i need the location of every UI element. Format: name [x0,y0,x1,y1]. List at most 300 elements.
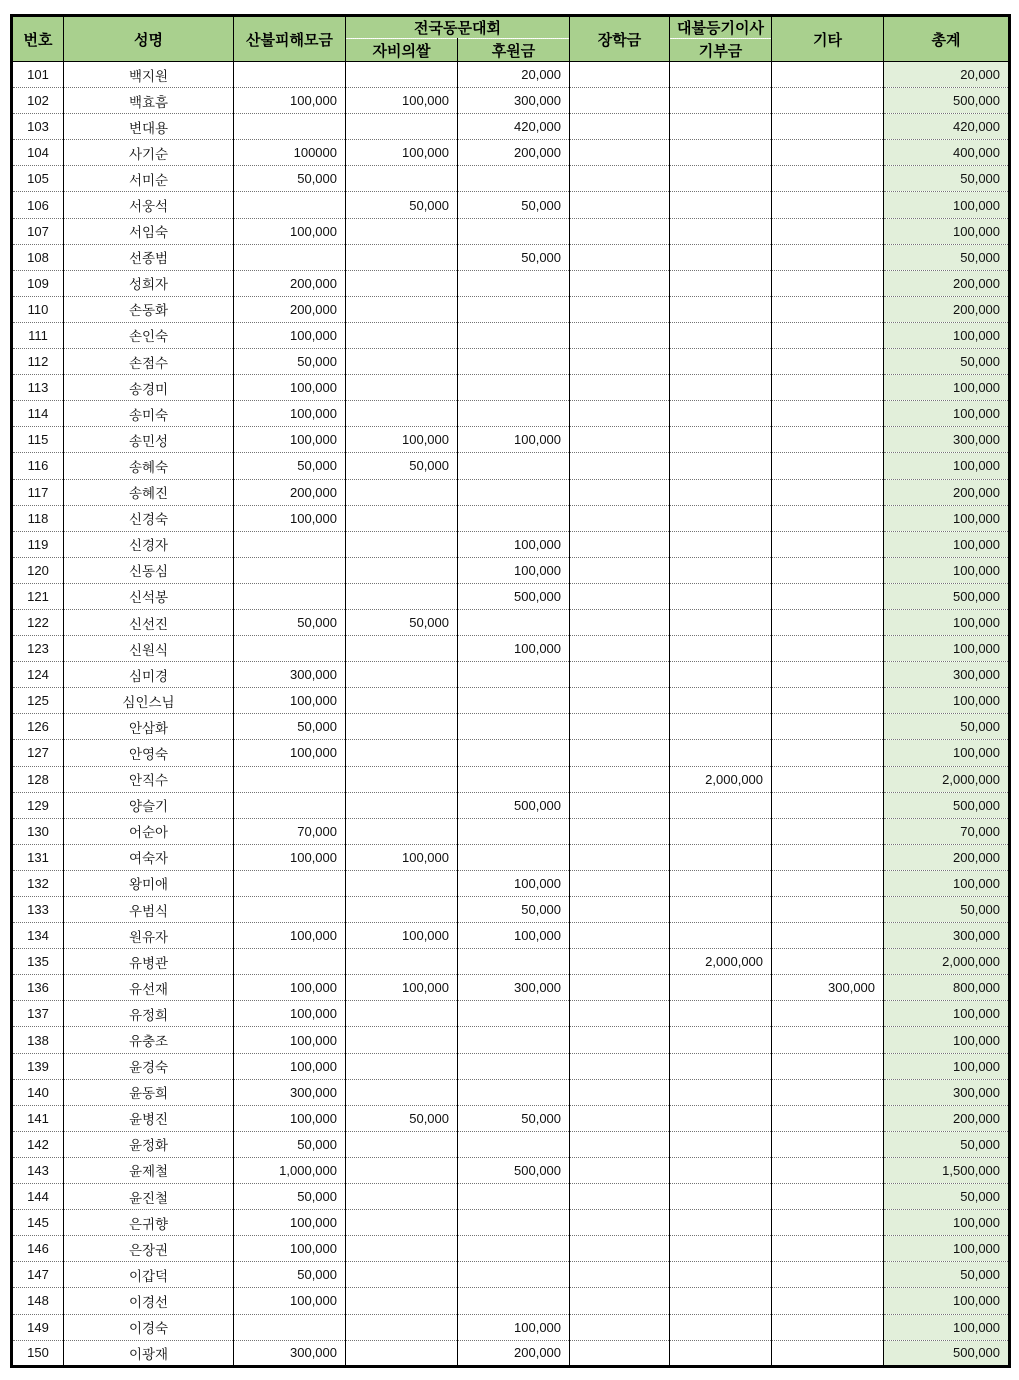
cell-scholarship[interactable] [570,1236,670,1262]
cell-fire-fund[interactable] [234,897,346,923]
cell-scholarship[interactable] [570,949,670,975]
cell-etc[interactable] [772,349,884,375]
cell-fire-fund[interactable] [234,583,346,609]
cell-daebul-donation[interactable] [670,322,772,348]
cell-scholarship[interactable] [570,88,670,114]
cell-total[interactable]: 70,000 [884,818,1010,844]
cell-name[interactable]: 윤정화 [64,1131,234,1157]
cell-total[interactable]: 100,000 [884,322,1010,348]
cell-fire-fund[interactable]: 100,000 [234,427,346,453]
cell-support-fund[interactable] [458,844,570,870]
cell-no[interactable]: 104 [12,140,64,166]
cell-support-fund[interactable]: 50,000 [458,192,570,218]
cell-rice-of-mercy[interactable] [346,375,458,401]
cell-total[interactable]: 800,000 [884,975,1010,1001]
cell-fire-fund[interactable]: 200,000 [234,270,346,296]
cell-no[interactable]: 124 [12,662,64,688]
cell-no[interactable]: 121 [12,583,64,609]
cell-name[interactable]: 성희자 [64,270,234,296]
cell-fire-fund[interactable] [234,557,346,583]
cell-total[interactable]: 500,000 [884,583,1010,609]
cell-rice-of-mercy[interactable] [346,688,458,714]
cell-no[interactable]: 133 [12,897,64,923]
cell-daebul-donation[interactable] [670,1079,772,1105]
cell-daebul-donation[interactable] [670,1210,772,1236]
cell-etc[interactable] [772,583,884,609]
cell-name[interactable]: 송경미 [64,375,234,401]
cell-fire-fund[interactable]: 1,000,000 [234,1157,346,1183]
cell-no[interactable]: 122 [12,609,64,635]
cell-total[interactable]: 50,000 [884,244,1010,270]
cell-support-fund[interactable] [458,1262,570,1288]
cell-fire-fund[interactable]: 200,000 [234,296,346,322]
cell-support-fund[interactable]: 500,000 [458,1157,570,1183]
cell-support-fund[interactable] [458,1079,570,1105]
cell-name[interactable]: 윤제철 [64,1157,234,1183]
header-scholarship[interactable]: 장학금 [570,16,670,62]
cell-name[interactable]: 여숙자 [64,844,234,870]
cell-name[interactable]: 송혜진 [64,479,234,505]
cell-scholarship[interactable] [570,505,670,531]
cell-rice-of-mercy[interactable] [346,1262,458,1288]
cell-scholarship[interactable] [570,688,670,714]
cell-name[interactable]: 백지원 [64,62,234,88]
cell-daebul-donation[interactable]: 2,000,000 [670,766,772,792]
cell-no[interactable]: 112 [12,349,64,375]
cell-etc[interactable] [772,375,884,401]
cell-rice-of-mercy[interactable] [346,636,458,662]
cell-name[interactable]: 윤병진 [64,1105,234,1131]
cell-daebul-donation[interactable] [670,1236,772,1262]
cell-daebul-donation[interactable] [670,818,772,844]
cell-name[interactable]: 송민성 [64,427,234,453]
cell-scholarship[interactable] [570,140,670,166]
cell-etc[interactable] [772,688,884,714]
cell-total[interactable]: 100,000 [884,1236,1010,1262]
cell-fire-fund[interactable]: 100,000 [234,1027,346,1053]
cell-total[interactable]: 50,000 [884,1262,1010,1288]
cell-scholarship[interactable] [570,166,670,192]
cell-etc[interactable] [772,636,884,662]
cell-scholarship[interactable] [570,1340,670,1366]
cell-rice-of-mercy[interactable] [346,1001,458,1027]
header-daebul-group[interactable]: 대불등기이사 [670,16,772,39]
cell-etc[interactable] [772,401,884,427]
cell-etc[interactable] [772,949,884,975]
cell-etc[interactable] [772,609,884,635]
cell-support-fund[interactable]: 500,000 [458,583,570,609]
cell-no[interactable]: 129 [12,792,64,818]
cell-total[interactable]: 100,000 [884,609,1010,635]
cell-no[interactable]: 141 [12,1105,64,1131]
cell-rice-of-mercy[interactable]: 100,000 [346,88,458,114]
cell-support-fund[interactable] [458,1210,570,1236]
cell-no[interactable]: 130 [12,818,64,844]
cell-fire-fund[interactable]: 100,000 [234,375,346,401]
cell-support-fund[interactable] [458,218,570,244]
cell-name[interactable]: 우범식 [64,897,234,923]
cell-scholarship[interactable] [570,1131,670,1157]
cell-daebul-donation[interactable] [670,923,772,949]
cell-daebul-donation[interactable] [670,270,772,296]
cell-fire-fund[interactable]: 50,000 [234,166,346,192]
cell-no[interactable]: 132 [12,870,64,896]
cell-no[interactable]: 111 [12,322,64,348]
header-fire-fund[interactable]: 산불피해모금 [234,16,346,62]
cell-rice-of-mercy[interactable] [346,114,458,140]
cell-daebul-donation[interactable] [670,296,772,322]
cell-rice-of-mercy[interactable] [346,1027,458,1053]
cell-support-fund[interactable] [458,505,570,531]
header-etc[interactable]: 기타 [772,16,884,62]
cell-rice-of-mercy[interactable] [346,583,458,609]
cell-rice-of-mercy[interactable] [346,714,458,740]
cell-scholarship[interactable] [570,349,670,375]
cell-total[interactable]: 100,000 [884,740,1010,766]
cell-total[interactable]: 500,000 [884,1340,1010,1366]
cell-rice-of-mercy[interactable]: 50,000 [346,609,458,635]
cell-support-fund[interactable]: 420,000 [458,114,570,140]
cell-scholarship[interactable] [570,453,670,479]
cell-support-fund[interactable]: 100,000 [458,923,570,949]
cell-etc[interactable] [772,557,884,583]
cell-name[interactable]: 어순아 [64,818,234,844]
cell-total[interactable]: 100,000 [884,505,1010,531]
cell-name[interactable]: 신경자 [64,531,234,557]
header-national-alumni-group[interactable]: 전국동문대회 [346,16,570,39]
cell-etc[interactable] [772,296,884,322]
cell-rice-of-mercy[interactable] [346,62,458,88]
cell-no[interactable]: 123 [12,636,64,662]
cell-no[interactable]: 114 [12,401,64,427]
cell-etc[interactable] [772,114,884,140]
cell-total[interactable]: 100,000 [884,453,1010,479]
cell-etc[interactable] [772,322,884,348]
cell-scholarship[interactable] [570,375,670,401]
cell-scholarship[interactable] [570,479,670,505]
cell-rice-of-mercy[interactable] [346,897,458,923]
cell-etc[interactable] [772,166,884,192]
cell-total[interactable]: 500,000 [884,88,1010,114]
cell-daebul-donation[interactable] [670,792,772,818]
cell-daebul-donation[interactable] [670,531,772,557]
cell-name[interactable]: 서웅석 [64,192,234,218]
cell-no[interactable]: 150 [12,1340,64,1366]
cell-scholarship[interactable] [570,714,670,740]
cell-scholarship[interactable] [570,192,670,218]
cell-daebul-donation[interactable] [670,244,772,270]
cell-scholarship[interactable] [570,1027,670,1053]
cell-rice-of-mercy[interactable] [346,505,458,531]
cell-fire-fund[interactable]: 50,000 [234,349,346,375]
cell-scholarship[interactable] [570,322,670,348]
cell-daebul-donation[interactable] [670,583,772,609]
cell-support-fund[interactable] [458,1001,570,1027]
cell-name[interactable]: 유선재 [64,975,234,1001]
cell-rice-of-mercy[interactable] [346,949,458,975]
cell-total[interactable]: 100,000 [884,192,1010,218]
cell-no[interactable]: 142 [12,1131,64,1157]
cell-no[interactable]: 143 [12,1157,64,1183]
cell-etc[interactable] [772,505,884,531]
cell-total[interactable]: 300,000 [884,662,1010,688]
cell-name[interactable]: 신선진 [64,609,234,635]
cell-support-fund[interactable]: 500,000 [458,792,570,818]
cell-rice-of-mercy[interactable] [346,1236,458,1262]
cell-no[interactable]: 113 [12,375,64,401]
cell-total[interactable]: 300,000 [884,923,1010,949]
cell-no[interactable]: 140 [12,1079,64,1105]
cell-name[interactable]: 안직수 [64,766,234,792]
cell-name[interactable]: 양슬기 [64,792,234,818]
cell-total[interactable]: 1,500,000 [884,1157,1010,1183]
cell-daebul-donation[interactable] [670,1340,772,1366]
cell-total[interactable]: 50,000 [884,1131,1010,1157]
cell-etc[interactable] [772,897,884,923]
cell-no[interactable]: 145 [12,1210,64,1236]
cell-fire-fund[interactable]: 100,000 [234,844,346,870]
cell-no[interactable]: 136 [12,975,64,1001]
cell-support-fund[interactable] [458,662,570,688]
cell-daebul-donation[interactable] [670,88,772,114]
cell-scholarship[interactable] [570,1105,670,1131]
cell-daebul-donation[interactable] [670,479,772,505]
cell-fire-fund[interactable] [234,1314,346,1340]
cell-fire-fund[interactable]: 100,000 [234,505,346,531]
cell-total[interactable]: 100,000 [884,1053,1010,1079]
cell-total[interactable]: 100,000 [884,1027,1010,1053]
cell-daebul-donation[interactable] [670,714,772,740]
cell-total[interactable]: 100,000 [884,557,1010,583]
cell-fire-fund[interactable]: 100,000 [234,218,346,244]
cell-total[interactable]: 50,000 [884,349,1010,375]
cell-support-fund[interactable] [458,688,570,714]
cell-rice-of-mercy[interactable]: 50,000 [346,1105,458,1131]
cell-scholarship[interactable] [570,218,670,244]
cell-scholarship[interactable] [570,844,670,870]
cell-etc[interactable] [772,870,884,896]
cell-no[interactable]: 115 [12,427,64,453]
cell-name[interactable]: 윤경숙 [64,1053,234,1079]
cell-daebul-donation[interactable] [670,1288,772,1314]
cell-name[interactable]: 서임숙 [64,218,234,244]
cell-name[interactable]: 신동심 [64,557,234,583]
cell-name[interactable]: 심미경 [64,662,234,688]
cell-support-fund[interactable] [458,1027,570,1053]
cell-fire-fund[interactable] [234,192,346,218]
cell-daebul-donation[interactable] [670,557,772,583]
cell-fire-fund[interactable] [234,636,346,662]
cell-no[interactable]: 119 [12,531,64,557]
cell-etc[interactable] [772,1236,884,1262]
cell-name[interactable]: 신경숙 [64,505,234,531]
cell-scholarship[interactable] [570,609,670,635]
cell-rice-of-mercy[interactable] [346,662,458,688]
cell-total[interactable]: 100,000 [884,688,1010,714]
cell-total[interactable]: 200,000 [884,844,1010,870]
cell-scholarship[interactable] [570,1001,670,1027]
cell-daebul-donation[interactable] [670,192,772,218]
cell-rice-of-mercy[interactable] [346,1288,458,1314]
cell-etc[interactable] [772,1001,884,1027]
cell-fire-fund[interactable] [234,949,346,975]
cell-rice-of-mercy[interactable] [346,296,458,322]
cell-support-fund[interactable] [458,375,570,401]
cell-rice-of-mercy[interactable] [346,557,458,583]
cell-fire-fund[interactable]: 50,000 [234,1131,346,1157]
cell-daebul-donation[interactable] [670,609,772,635]
cell-etc[interactable] [772,818,884,844]
cell-name[interactable]: 이광재 [64,1340,234,1366]
cell-fire-fund[interactable]: 100,000 [234,740,346,766]
cell-etc[interactable] [772,1184,884,1210]
cell-total[interactable]: 100,000 [884,401,1010,427]
cell-support-fund[interactable] [458,401,570,427]
cell-fire-fund[interactable] [234,766,346,792]
cell-no[interactable]: 106 [12,192,64,218]
cell-name[interactable]: 송혜숙 [64,453,234,479]
header-support-fund[interactable]: 후원금 [458,39,570,62]
cell-fire-fund[interactable]: 100,000 [234,1288,346,1314]
cell-fire-fund[interactable] [234,870,346,896]
cell-rice-of-mercy[interactable]: 100,000 [346,975,458,1001]
cell-scholarship[interactable] [570,1184,670,1210]
cell-no[interactable]: 125 [12,688,64,714]
cell-daebul-donation[interactable] [670,1157,772,1183]
cell-etc[interactable] [772,140,884,166]
cell-name[interactable]: 변대용 [64,114,234,140]
cell-scholarship[interactable] [570,62,670,88]
cell-etc[interactable] [772,62,884,88]
cell-total[interactable]: 200,000 [884,1105,1010,1131]
cell-support-fund[interactable] [458,766,570,792]
cell-rice-of-mercy[interactable] [346,322,458,348]
cell-etc[interactable] [772,662,884,688]
cell-no[interactable]: 118 [12,505,64,531]
cell-total[interactable]: 100,000 [884,1210,1010,1236]
cell-daebul-donation[interactable] [670,897,772,923]
cell-etc[interactable] [772,531,884,557]
cell-rice-of-mercy[interactable] [346,270,458,296]
cell-support-fund[interactable] [458,1184,570,1210]
cell-daebul-donation[interactable] [670,1001,772,1027]
cell-support-fund[interactable]: 100,000 [458,870,570,896]
cell-etc[interactable] [772,1340,884,1366]
cell-daebul-donation[interactable] [670,870,772,896]
cell-fire-fund[interactable]: 300,000 [234,1340,346,1366]
cell-fire-fund[interactable]: 100,000 [234,975,346,1001]
cell-name[interactable]: 윤진철 [64,1184,234,1210]
cell-no[interactable]: 127 [12,740,64,766]
cell-support-fund[interactable]: 100,000 [458,531,570,557]
cell-no[interactable]: 101 [12,62,64,88]
cell-daebul-donation[interactable] [670,1314,772,1340]
cell-etc[interactable] [772,1053,884,1079]
cell-support-fund[interactable] [458,740,570,766]
cell-no[interactable]: 144 [12,1184,64,1210]
cell-no[interactable]: 131 [12,844,64,870]
cell-scholarship[interactable] [570,1053,670,1079]
cell-scholarship[interactable] [570,114,670,140]
cell-scholarship[interactable] [570,662,670,688]
cell-rice-of-mercy[interactable] [346,349,458,375]
cell-etc[interactable] [772,766,884,792]
header-name[interactable]: 성명 [64,16,234,62]
cell-support-fund[interactable] [458,818,570,844]
cell-rice-of-mercy[interactable] [346,244,458,270]
cell-rice-of-mercy[interactable] [346,792,458,818]
cell-scholarship[interactable] [570,740,670,766]
cell-daebul-donation[interactable] [670,140,772,166]
cell-scholarship[interactable] [570,401,670,427]
cell-name[interactable]: 심인스님 [64,688,234,714]
cell-daebul-donation[interactable] [670,662,772,688]
cell-total[interactable]: 300,000 [884,427,1010,453]
cell-name[interactable]: 유충조 [64,1027,234,1053]
cell-no[interactable]: 134 [12,923,64,949]
cell-fire-fund[interactable]: 100000 [234,140,346,166]
cell-no[interactable]: 137 [12,1001,64,1027]
cell-fire-fund[interactable]: 100,000 [234,322,346,348]
cell-support-fund[interactable]: 300,000 [458,88,570,114]
cell-scholarship[interactable] [570,766,670,792]
cell-total[interactable]: 50,000 [884,1184,1010,1210]
cell-total[interactable]: 300,000 [884,1079,1010,1105]
cell-name[interactable]: 이경숙 [64,1314,234,1340]
cell-name[interactable]: 안삼화 [64,714,234,740]
cell-name[interactable]: 백효흠 [64,88,234,114]
cell-total[interactable]: 100,000 [884,636,1010,662]
cell-daebul-donation[interactable] [670,166,772,192]
cell-scholarship[interactable] [570,792,670,818]
cell-support-fund[interactable]: 200,000 [458,1340,570,1366]
cell-etc[interactable] [772,270,884,296]
cell-rice-of-mercy[interactable] [346,1131,458,1157]
cell-support-fund[interactable]: 200,000 [458,140,570,166]
cell-etc[interactable] [772,1210,884,1236]
cell-etc[interactable] [772,244,884,270]
cell-daebul-donation[interactable] [670,505,772,531]
cell-support-fund[interactable]: 50,000 [458,897,570,923]
cell-no[interactable]: 108 [12,244,64,270]
cell-total[interactable]: 100,000 [884,1001,1010,1027]
cell-scholarship[interactable] [570,583,670,609]
cell-daebul-donation[interactable] [670,62,772,88]
cell-total[interactable]: 200,000 [884,479,1010,505]
cell-scholarship[interactable] [570,923,670,949]
cell-no[interactable]: 135 [12,949,64,975]
cell-daebul-donation[interactable] [670,349,772,375]
cell-scholarship[interactable] [570,1157,670,1183]
cell-fire-fund[interactable] [234,531,346,557]
cell-support-fund[interactable] [458,296,570,322]
cell-rice-of-mercy[interactable] [346,818,458,844]
cell-rice-of-mercy[interactable] [346,766,458,792]
cell-total[interactable]: 400,000 [884,140,1010,166]
cell-rice-of-mercy[interactable] [346,1314,458,1340]
cell-name[interactable]: 서미순 [64,166,234,192]
cell-rice-of-mercy[interactable]: 100,000 [346,427,458,453]
cell-total[interactable]: 50,000 [884,897,1010,923]
cell-total[interactable]: 50,000 [884,166,1010,192]
cell-scholarship[interactable] [570,1288,670,1314]
cell-scholarship[interactable] [570,244,670,270]
cell-name[interactable]: 신석봉 [64,583,234,609]
cell-total[interactable]: 200,000 [884,296,1010,322]
cell-name[interactable]: 손동화 [64,296,234,322]
cell-support-fund[interactable] [458,166,570,192]
header-no[interactable]: 번호 [12,16,64,62]
